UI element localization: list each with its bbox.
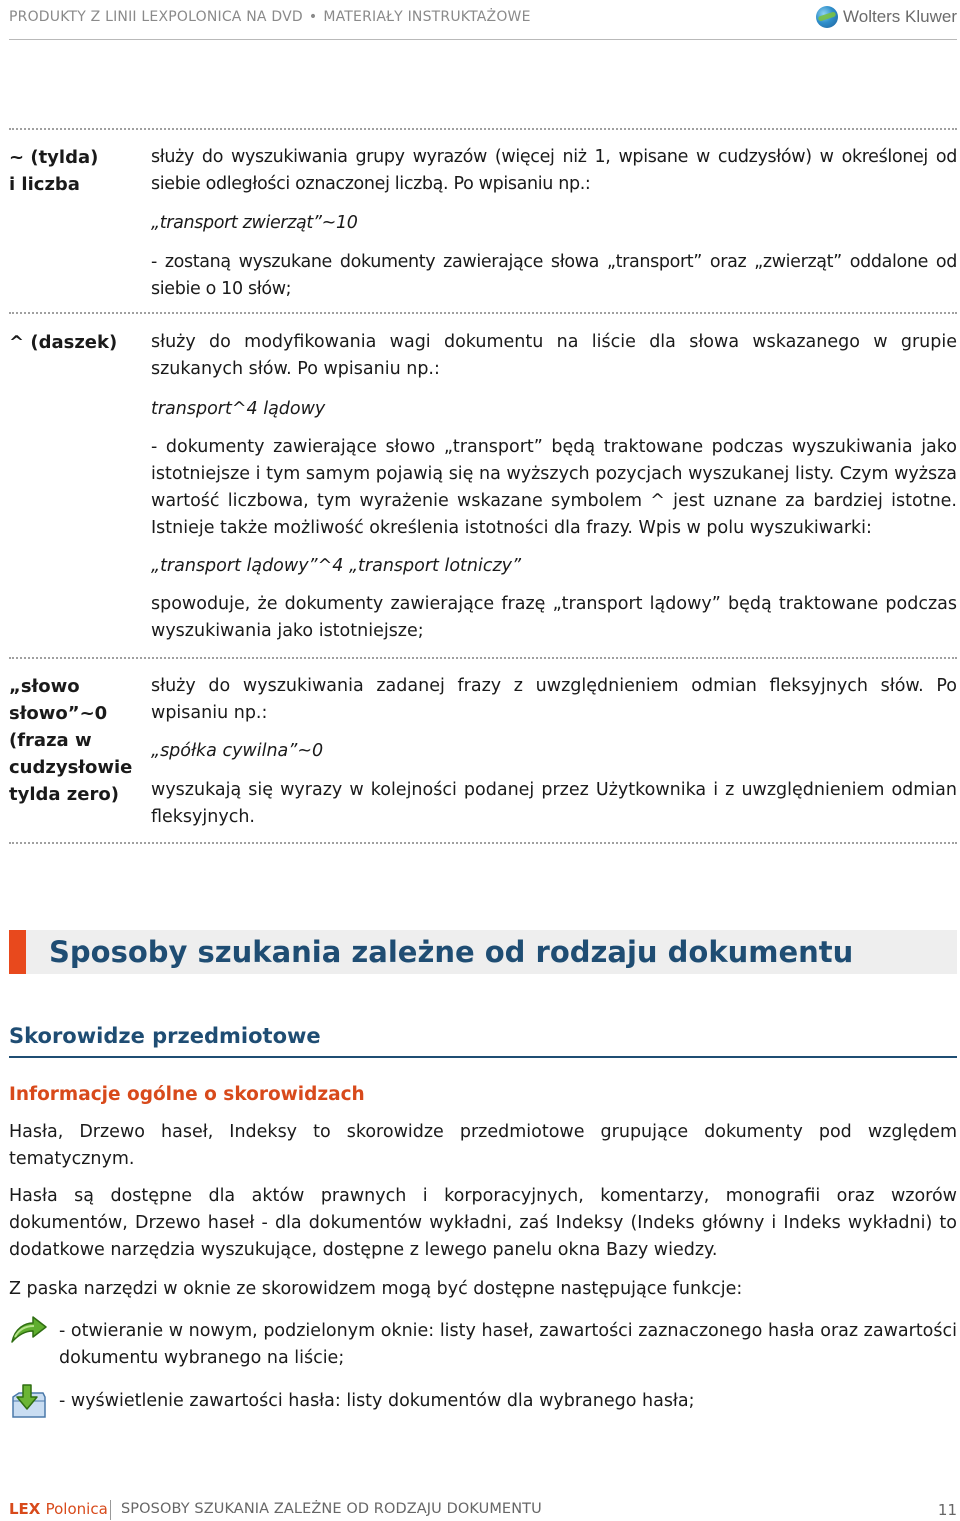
dotted-divider — [9, 312, 957, 314]
subsection-header — [9, 1020, 957, 1058]
footer-brand-bold: LEX — [9, 1500, 41, 1518]
term-line: „słowo — [9, 676, 80, 697]
operator-example: „transport zwierząt”~10 — [151, 213, 358, 233]
term-line: ^ (daszek) — [9, 332, 118, 353]
section-title: Sposoby szukania zależne od rodzaju dokumentu — [49, 935, 854, 969]
operator-result: spowoduje, że dokumenty zawierające frazę „transport lądowy” będą traktowane podczas wyszukiwania jako istotniejsze; — [151, 594, 957, 641]
tool-description: - wyświetlenie zawartości hasła: listy dokumentów dla wybranego hasła; — [59, 1391, 695, 1411]
page-header — [9, 0, 957, 40]
wolters-kluwer-logo — [816, 6, 957, 28]
operator-description: służy do modyfikowania wagi dokumentu na liście dla słowa wskazanego w grupie szukanych słów. Po wpisaniu np.: — [151, 332, 957, 379]
term-line: (fraza w — [9, 730, 92, 751]
operator-result: - dokumenty zawierające słowo „transport” będą traktowane podczas wyszukiwania jako istotniejsze i tym samym pojawią się na wyższych pozycjach wyszukanej listy. Czym wyższa wartość liczbowa, tym wyrażenie wskazane symbolem ^ jest uznane za bardziej istotne. Istnieje także możliwość określenia istotności dla frazy. Wpis w polu wyszukiwarki: — [151, 437, 957, 538]
term-line: ~ (tylda) — [9, 147, 99, 168]
operator-description: służy do wyszukiwania zadanej frazy z uwzględnieniem odmian fleksyjnych słów. Po wpisaniu np.: — [151, 676, 957, 723]
header-title-part2: MATERIAŁY INSTRUKTAŻOWE — [323, 9, 531, 25]
paragraph: Hasła, Drzewo haseł, Indeksy to skorowidze przedmiotowe grupujące dokumenty pod względem tematycznym. — [9, 1122, 957, 1169]
header-bullet: • — [308, 9, 318, 25]
tool-description: - otwieranie w nowym, podzielonym oknie: listy haseł, zawartości zaznaczonego hasła oraz zawartości dokumentu wybranego na liście; — [59, 1321, 957, 1368]
subheading: Informacje ogólne o skorowidzach — [9, 1084, 365, 1105]
paragraph: Hasła są dostępne dla aktów prawnych i korporacyjnych, komentarzy, monografii oraz wzorów dokumentów, Drzewo haseł - dla dokumentów wykładni, zaś Indeksy (Indeks główny i Indeks wykładni) to dodatkowe narzędzia wyszukujące, dostępne z lewego panelu okna Bazy wiedzy. — [9, 1186, 957, 1260]
logo-text: Wolters Kluwer — [843, 7, 957, 26]
subsection-title: Skorowidze przedmiotowe — [9, 1024, 321, 1048]
operator-example: transport^4 lądowy — [151, 399, 326, 419]
term-line: i liczba — [9, 174, 80, 195]
header-title-part1: PRODUKTY Z LINII LEXPOLONICA NA DVD — [9, 9, 303, 25]
operator-description: służy do wyszukiwania grupy wyrazów (więcej niż 1, wpisane w cudzysłów) w określonej od siebie odległości oznaczonej liczbą. Po wpisaniu np.: — [151, 147, 957, 194]
operator-example: „transport lądowy”^4 „transport lotniczy” — [151, 556, 522, 576]
operator-term-tilde — [9, 144, 98, 198]
globe-icon — [816, 6, 838, 28]
operator-term-phrase — [9, 673, 132, 808]
term-line: słowo”~0 — [9, 703, 108, 724]
footer-separator — [110, 1500, 111, 1520]
section-title-bar — [9, 930, 957, 974]
term-line: cudzysłowie — [9, 757, 133, 778]
term-line: tylda zero) — [9, 784, 119, 805]
page-number: 11 — [937, 1501, 957, 1519]
dotted-divider — [9, 842, 957, 844]
dotted-divider — [9, 128, 957, 130]
page-footer — [9, 1500, 957, 1521]
header-title — [9, 9, 531, 25]
footer-title: SPOSOBY SZUKANIA ZALEŻNE OD RODZAJU DOKUMENTU — [121, 1501, 542, 1517]
operator-result: - zostaną wyszukane dokumenty zawierające słowa „transport” oraz „zwierząt” oddalone od siebie o 10 słów; — [151, 252, 957, 299]
operator-term-caret — [9, 329, 117, 356]
dotted-divider — [9, 657, 957, 659]
green-arrow-icon — [9, 1314, 49, 1350]
paragraph: Z paska narzędzi w oknie ze skorowidzem mogą być dostępne następujące funkcje: — [9, 1279, 743, 1299]
operator-result: wyszukają się wyrazy w kolejności podanej przez Użytkownika i z uwzględnieniem odmian fleksyjnych. — [151, 780, 957, 827]
operator-example: „spółka cywilna”~0 — [151, 741, 324, 761]
open-down-arrow-icon — [9, 1383, 49, 1419]
footer-brand — [9, 1500, 108, 1518]
section-accent — [9, 930, 26, 974]
footer-brand-rest: Polonica — [45, 1500, 108, 1518]
